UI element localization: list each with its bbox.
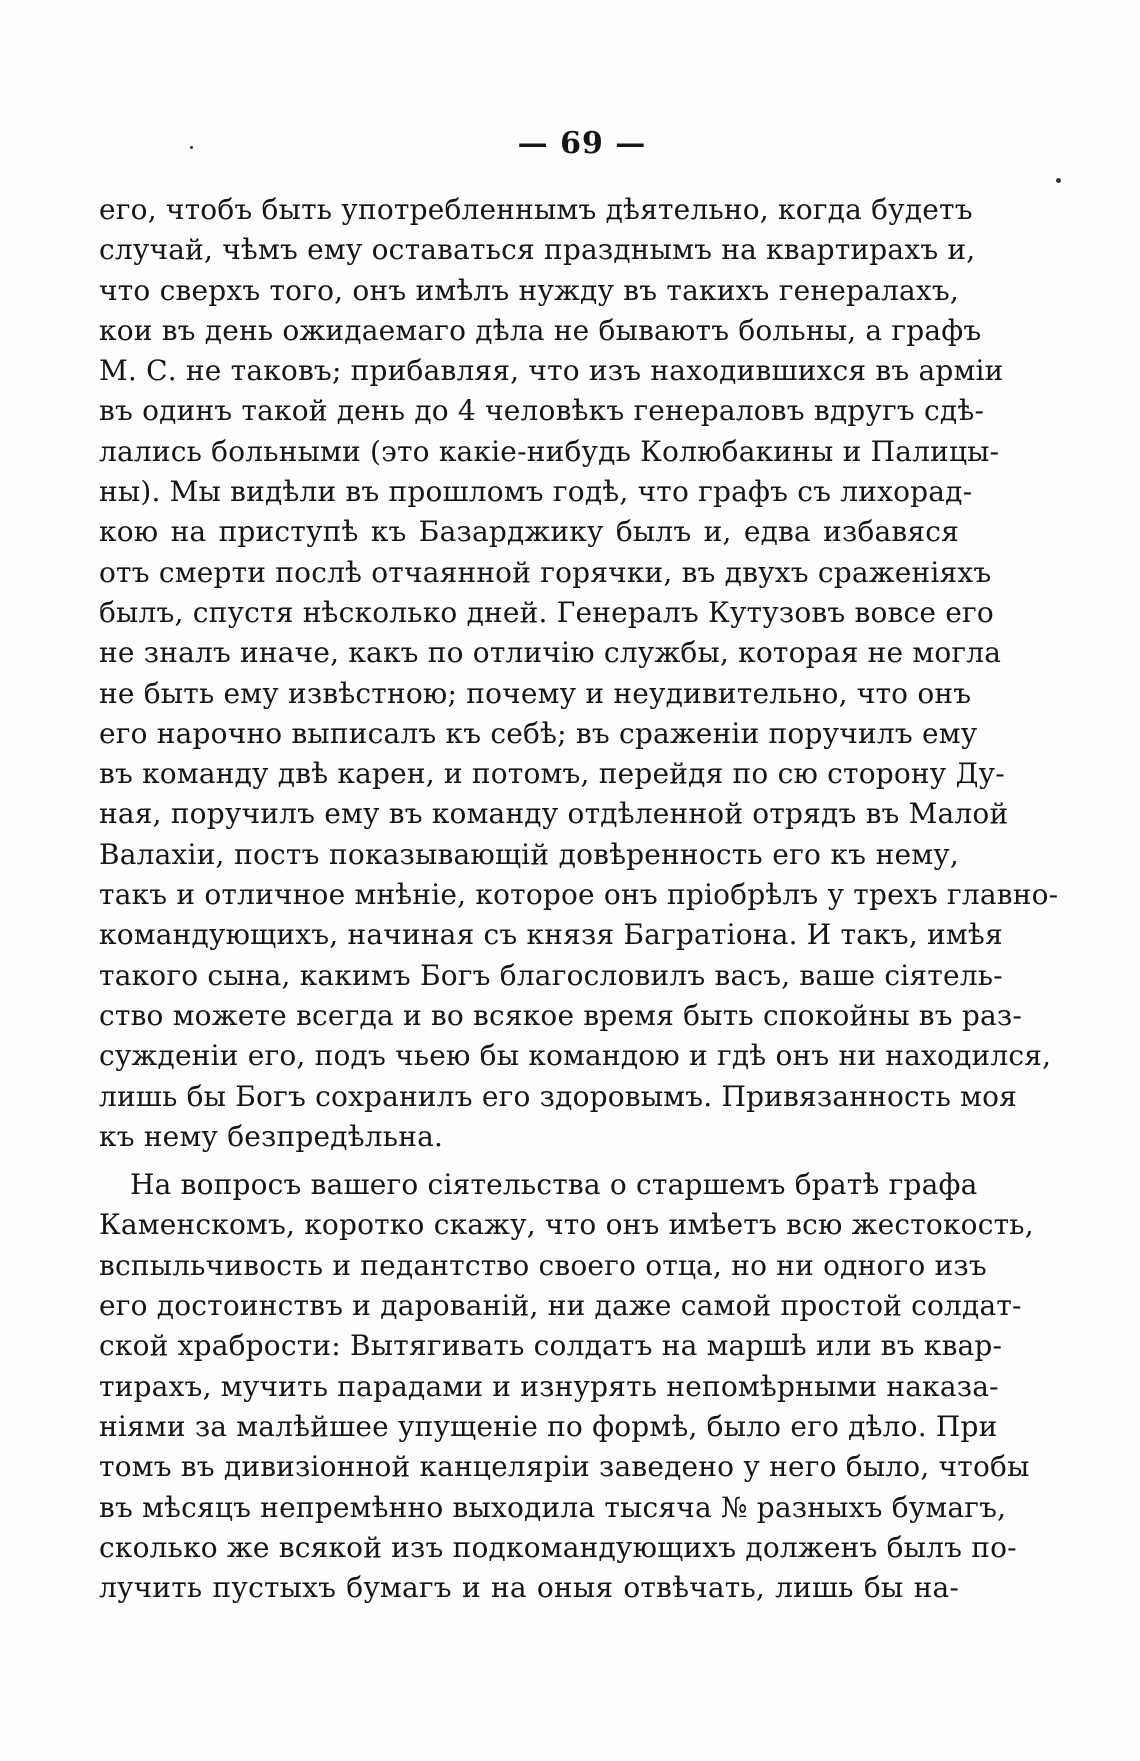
text-line: не быть ему извѣстною; почему и неудивительно, что онъ bbox=[99, 676, 972, 710]
body-text bbox=[99, 190, 1059, 1608]
text-line: М. С. не таковъ; прибавляя, что изъ находившихся въ арміи bbox=[99, 354, 1004, 388]
text-line: томъ въ дивизіонной канцеляріи заведено у него было, чтобы bbox=[99, 1450, 1030, 1484]
text-line: отъ смерти послѣ отчаянной горячки, въ двухъ сраженіяхъ bbox=[99, 555, 992, 589]
text-line: тирахъ, мучить парадами и изнурять непомѣрными наказа- bbox=[99, 1369, 999, 1403]
text-line: его достоинствъ и дарованій, ни даже самой простой солдат- bbox=[99, 1289, 1022, 1323]
paragraph-gap bbox=[99, 1157, 959, 1165]
text-line: ніями за малѣйшее упущеніе по формѣ, было его дѣло. При bbox=[99, 1409, 998, 1443]
text-line: его нарочно выписалъ къ себѣ; въ сраженіи поручилъ ему bbox=[99, 716, 978, 750]
text-line: лишь бы Богъ сохранилъ его здоровымъ. Привязанность моя bbox=[99, 1079, 1018, 1113]
text-line: былъ, спустя нѣсколько дней. Генералъ Кутузовъ вовсе его bbox=[99, 595, 994, 629]
page-number: — 69 — bbox=[517, 126, 647, 161]
text-line: такъ и отличное мнѣніе, которое онъ пріобрѣлъ у трехъ главно- bbox=[99, 878, 1059, 912]
text-line: Каменскомъ, коротко скажу, что онъ имѣетъ всю жестокость, bbox=[99, 1208, 1034, 1242]
text-line: ны). Мы видѣли въ прошломъ годѣ, что графъ съ лихорад- bbox=[99, 475, 973, 509]
text-line: лучить пустыхъ бумагъ и на оныя отвѣчать, лишь бы на- bbox=[99, 1571, 959, 1605]
text-line: не зналъ иначе, какъ по отличію службы, которая не могла bbox=[99, 636, 1002, 670]
text-line: лались больными (это какіе-нибудь Колюбакины и Палицы- bbox=[99, 434, 1000, 468]
text-line: вспыльчивость и педантство своего отца, но ни одного изъ bbox=[99, 1248, 987, 1282]
text-line: Валахіи, постъ показывающій довѣренность его къ нему, bbox=[99, 837, 959, 871]
text-line: въ одинъ такой день до 4 человѣкъ генераловъ вдругъ сдѣ- bbox=[99, 394, 985, 428]
text-line: такого сына, какимъ Богъ благословилъ васъ, ваше сіятель- bbox=[99, 958, 1003, 992]
text-line: кою на приступѣ къ Базарджику былъ и, едва избавяся bbox=[99, 515, 959, 549]
text-line: кои въ день ожидаемаго дѣла не бываютъ больны, а графъ bbox=[99, 313, 982, 347]
text-line: командующихъ, начиная съ князя Багратіона. И такъ, имѣя bbox=[99, 918, 1003, 952]
text-line: сколько же всякой изъ подкомандующихъ долженъ былъ по- bbox=[99, 1530, 1017, 1564]
text-line: На вопросъ вашего сіятельства о старшемъ братѣ графа bbox=[130, 1168, 978, 1202]
text-line: что сверхъ того, онъ имѣлъ нужду въ такихъ генералахъ, bbox=[99, 273, 959, 307]
text-line: въ команду двѣ карен, и потомъ, перейдя по сю сторону Ду- bbox=[99, 757, 1005, 791]
text-line: въ мѣсяцъ непремѣнно выходила тысяча № разныхъ бумагъ, bbox=[99, 1490, 1007, 1524]
text-line: ная, поручилъ ему въ команду отдѣленной отрядъ въ Малой bbox=[99, 797, 1009, 831]
text-line: къ нему безпредѣльна. bbox=[99, 1119, 444, 1153]
print-speck bbox=[1056, 178, 1061, 183]
text-line: ство можете всегда и во всякое время быть спокойны въ раз- bbox=[99, 998, 1023, 1032]
text-line: случай, чѣмъ ему оставаться празднымъ на квартирахъ и, bbox=[99, 233, 976, 267]
text-line: сужденіи его, подъ чьею бы командою и гдѣ онъ ни находился, bbox=[99, 1039, 1052, 1073]
text-line: его, чтобъ быть употребленнымъ дѣятельно, когда будетъ bbox=[99, 193, 973, 226]
text-line: ской храбрости: Вытягивать солдатъ на маршѣ или въ квар- bbox=[99, 1329, 1003, 1363]
